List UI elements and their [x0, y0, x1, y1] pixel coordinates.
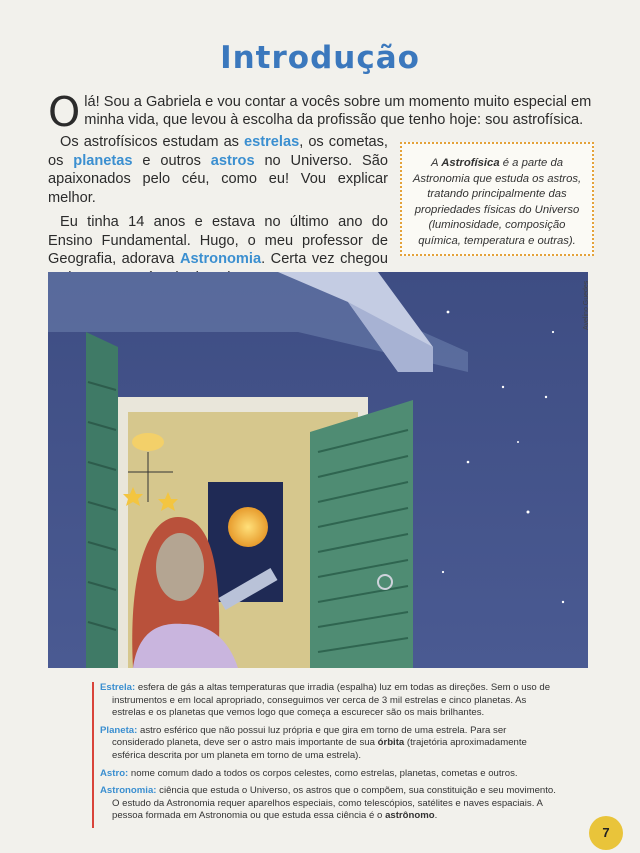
right-shutter — [310, 400, 413, 668]
p1-text-4: no Universo. São apaixonados pelo céu, como eu! Vou explicar melhor. — [48, 152, 388, 206]
intro-paragraph — [48, 88, 593, 136]
definition-callout — [400, 142, 594, 256]
glossary-entry-astronomia — [100, 785, 558, 823]
keyword-astros: astros — [210, 152, 255, 169]
glossary-text: . — [434, 810, 438, 822]
keyword-astronomia: Astronomia — [179, 251, 262, 267]
glossary-text: (trajetória aproximadamente esférica descrita por um planeta em torno de uma estrela). — [112, 737, 527, 761]
body-column — [48, 133, 388, 293]
glossary-entry-estrela — [100, 682, 558, 720]
paragraph-1 — [48, 133, 388, 207]
glossary-bold-word: astrônomo — [385, 810, 435, 822]
glossary-term: Astronomia: — [100, 785, 157, 797]
p1-text-2: , os cometas, os — [48, 134, 388, 169]
glossary-bold-word: órbita — [377, 737, 405, 749]
glossary-entry-astro — [100, 768, 558, 781]
glossary-box — [92, 682, 558, 828]
glossary-text: nome comum dado a todos os corpos celestes, como estrelas, planetas, cometas e outros. — [128, 767, 518, 779]
glossary-text: esfera de gás a altas temperaturas que irradia (espalha) luz em todas as direções. Sem o uso de instrumentos e em local apropriado, conseguimos ver cerca de 3 mil estrelas e cinco planetas. As estrelas e os planetas que vemos logo que começa a escurecer são os mais brilhantes. — [112, 682, 551, 719]
illustration-credit: Avelino Guedes — [583, 280, 590, 330]
glossary-text: ciência que estuda o Universo, os astros que o compõem, sua constituição e seu movimento. O estudo da Astronomia requer aparelhos especiais, como telescópios, satélites e naves espaciais. A pessoa formada em Astronomia ou que estuda essa ciência é o — [112, 785, 556, 822]
intro-text: lá! Sou a Gabriela e vou contar a vocês sobre um momento muito especial em minha vida, que levou à escolha da profissão que tenho hoje: sou astrofísica. — [84, 94, 592, 128]
drop-cap: O — [48, 88, 81, 136]
page-number-badge: 7 — [589, 816, 623, 850]
glossary-text: astro esférico que não possui luz própria e que gira em torno de uma estrela. Para ser considerado planeta, deve ser o astro mais importante de sua — [112, 724, 507, 749]
keyword-planetas: planetas — [73, 152, 133, 169]
girl-face — [156, 533, 204, 601]
callout-term: Astrofísica — [441, 157, 500, 169]
glossary-term: Planeta: — [100, 724, 138, 736]
keyword-estrelas: estrelas — [244, 134, 300, 150]
night-window-scene — [48, 272, 588, 668]
p1-text-3: e outros — [132, 152, 211, 169]
sun-poster — [228, 507, 268, 547]
callout-text-1: A — [430, 157, 442, 169]
window-illustration — [48, 272, 588, 668]
p2-text-2: . Certa vez chegou — [261, 251, 388, 267]
glossary-term: Astro: — [100, 767, 129, 779]
p1-text-1: Os astrofísicos estudam as — [60, 134, 245, 150]
p2-text-1: Eu tinha 14 anos e estava no último ano do Ensino Fundamental. Hugo, o meu professor de Geografia, adorava — [48, 214, 388, 267]
page-title: Introdução — [220, 40, 420, 76]
glossary-entry-planeta — [100, 725, 558, 763]
callout-text-2: é a parte da Astronomia que estuda os astros, tratando principalmente das propriedades físicas do Universo (luminosidade, composição química, temperatura e outras). — [412, 157, 582, 247]
glossary-term: Estrela: — [100, 682, 136, 693]
ceiling-lamp — [132, 433, 164, 451]
